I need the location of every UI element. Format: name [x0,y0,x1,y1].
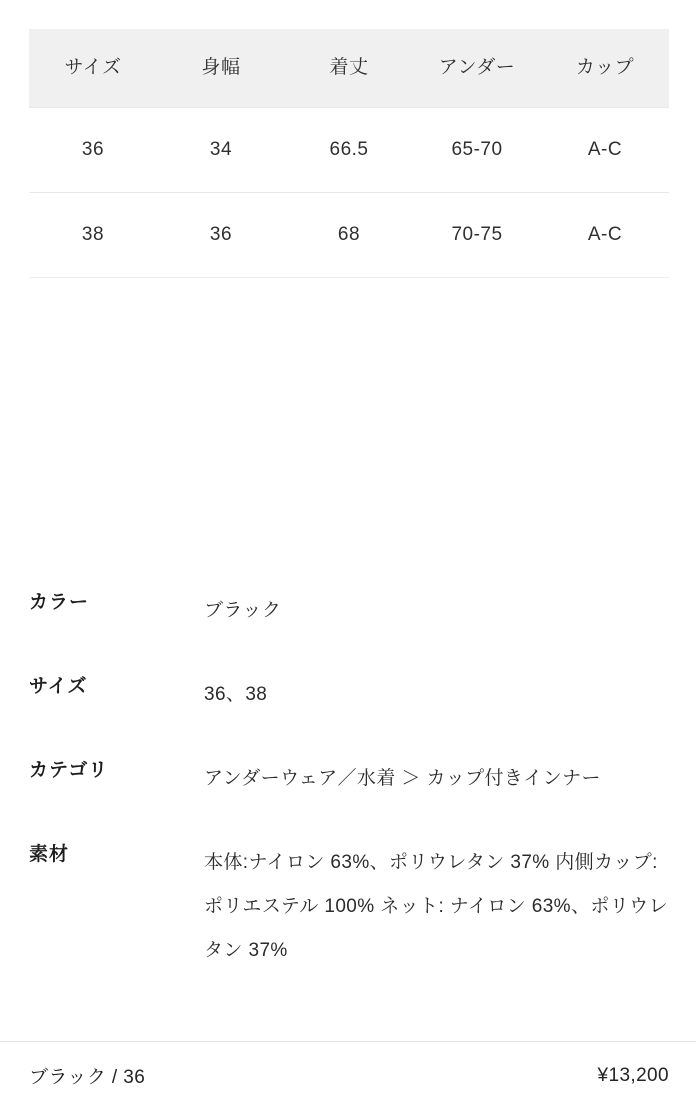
size-table-container [29,29,669,278]
size-table-body [29,108,669,278]
table-header-cell: アンダー [413,29,541,108]
table-cell: 65-70 [413,108,541,193]
bottom-purchase-bar[interactable] [0,1041,696,1109]
product-spec-list [29,589,679,973]
table-cell: A-C [541,108,669,193]
table-cell: 66.5 [285,108,413,193]
spec-row-color [29,589,679,633]
table-cell: 68 [285,193,413,278]
table-cell: 38 [29,193,157,278]
table-cell: 36 [157,193,285,278]
spec-label: カテゴリ [29,760,109,781]
table-cell: 70-75 [413,193,541,278]
table-row [29,193,669,278]
size-table-head [29,29,669,108]
size-table [29,29,669,278]
table-cell: A-C [541,193,669,278]
spec-value: 本体:ナイロン 63%、ポリウレタン 37% 内側カップ:ポリエステル 100% ネット: ナイロン 63%、ポリウレタン 37% [204,852,668,961]
table-header-row [29,29,669,108]
table-cell: 34 [157,108,285,193]
spec-value: 36、38 [204,684,268,705]
table-header-cell: 着丈 [285,29,413,108]
spec-row-category [29,757,679,801]
spec-label: サイズ [29,676,88,697]
table-row [29,108,669,193]
table-header-cell: カップ [541,29,669,108]
spec-row-material [29,841,679,973]
selected-variant-label: ブラック / 36 [29,1067,146,1088]
spec-value: アンダーウェア／水着 ＞ カップ付きインナー [204,768,601,789]
spec-label: 素材 [29,844,70,865]
spec-row-size [29,673,679,717]
product-detail-page [0,29,696,1109]
spec-label: カラー [29,592,90,613]
table-header-cell: サイズ [29,29,157,108]
spec-value: ブラック [204,600,282,621]
table-header-cell: 身幅 [157,29,285,108]
price-label: ¥13,200 [597,1064,669,1086]
table-cell: 36 [29,108,157,193]
